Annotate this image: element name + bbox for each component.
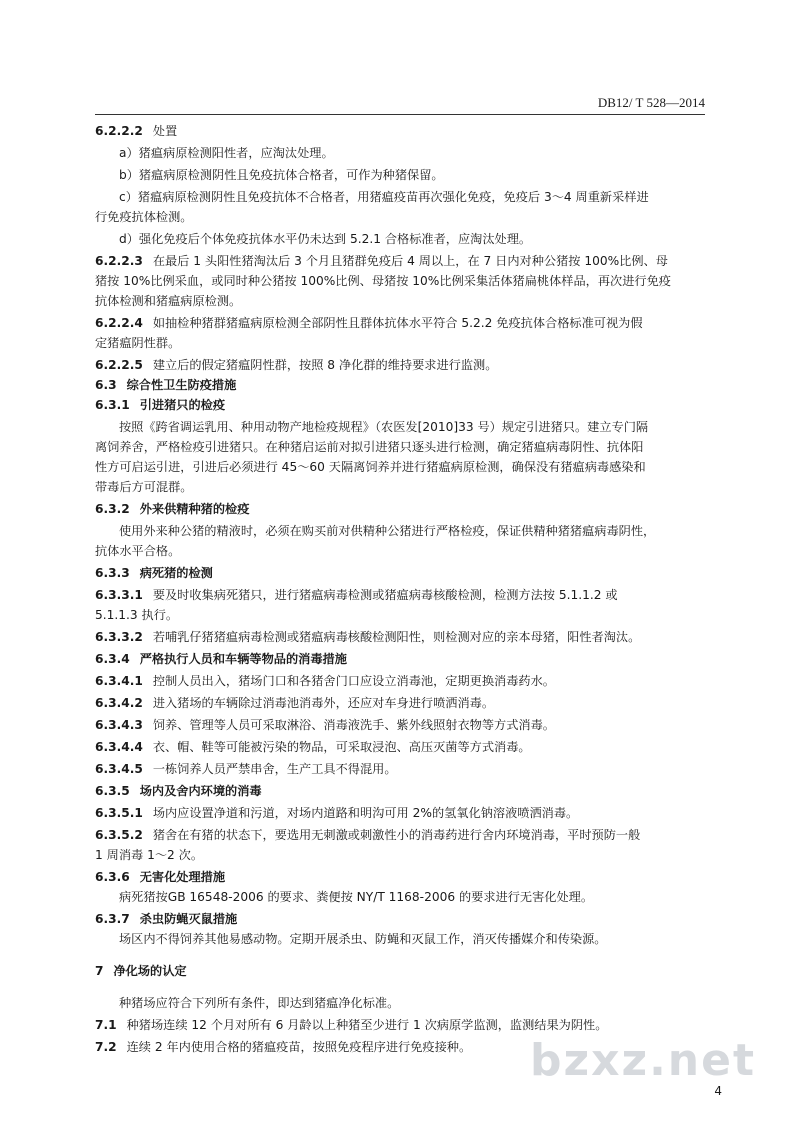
clause-text: 饲养、管理等人员可采取淋浴、消毒液洗手、紫外线照射衣物等方式消毒。 (152, 718, 555, 732)
section-heading: 严格执行人员和车辆等物品的消毒措施 (139, 652, 347, 666)
clause-number: 6.3 (95, 378, 117, 392)
text-line (95, 543, 180, 559)
clause-number: 6.3.4.2 (95, 696, 143, 710)
numbered-line (95, 783, 262, 799)
section-heading: 场内及舍内环境的消毒 (139, 784, 262, 798)
text-line (95, 419, 648, 435)
numbered-line (95, 695, 494, 711)
numbered-line (95, 1039, 471, 1055)
clause-text: 猪按 10%比例采血，或同时种公猪按 100%比例、母猪按 10%比例采集活体猪扁桃体样品，再次进行免疫 (95, 274, 671, 288)
clause-number: 6.3.4.5 (95, 762, 143, 776)
clause-number: 6.3.4 (95, 652, 130, 666)
clause-text: 带毒后方可混群。 (95, 480, 193, 494)
clause-text: 场内应设置净道和污道，对场内道路和明沟可用 2%的氢氧化钠溶液喷洒消毒。 (152, 806, 579, 820)
clause-text: 抗体检测和猪瘟病原检测。 (95, 294, 242, 308)
clause-number: 6.2.2.4 (95, 316, 143, 330)
text-line (95, 293, 241, 309)
section-heading: 无害化处理措施 (139, 870, 226, 884)
clause-text: 在最后 1 头阳性猪淘汰后 3 个月且猪群免疫后 4 周以上，在 7 日内对种公猪按 100%比例、母 (152, 254, 668, 268)
section-heading: 外来供精种猪的检疫 (139, 502, 250, 516)
clause-number: 6.2.2.2 (95, 124, 143, 138)
clause-number: 6.2.2.5 (95, 358, 143, 372)
clause-number: 6.3.4.4 (95, 740, 143, 754)
numbered-line (95, 357, 497, 373)
clause-text: 进入猪场的车辆除过消毒池消毒外，还应对车身进行喷洒消毒。 (152, 696, 495, 710)
text-line (95, 847, 203, 863)
clause-text: 衣、帽、鞋等可能被污染的物品，可采取浸泡、高压灭菌等方式消毒。 (152, 740, 531, 754)
section-heading: 病死猪的检测 (139, 566, 213, 580)
text-line (95, 167, 444, 183)
text-line (95, 231, 531, 247)
numbered-line (95, 827, 640, 843)
clause-number: 6.3.4.3 (95, 718, 143, 732)
text-line (95, 189, 649, 205)
numbered-line (95, 501, 249, 517)
text-line (95, 607, 178, 623)
clause-text: 猪舍在有猪的状态下，要选用无刺激或刺激性小的消毒药进行舍内环境消毒，平时预防一般 (152, 828, 641, 842)
numbered-line (95, 673, 555, 689)
clause-number: 6.3.6 (95, 870, 130, 884)
clause-number: 6.3.5 (95, 784, 130, 798)
text-line (95, 889, 593, 905)
section-heading: 净化场的认定 (113, 964, 187, 978)
page-number: 4 (714, 1084, 722, 1098)
clause-text: c）猪瘟病原检测阴性且免疫抗体不合格者，用猪瘟疫苗再次强化免疫，免疫后 3～4 周重新采样进 (119, 190, 649, 204)
text-line (95, 209, 193, 225)
section-heading: 引进猪只的检疫 (139, 398, 226, 412)
clause-text: a）猪瘟病原检测阳性者，应淘汰处理。 (119, 146, 334, 160)
clause-text: 一栋饲养人员严禁串舍，生产工具不得混用。 (152, 762, 397, 776)
clause-number: 7.1 (95, 1018, 117, 1032)
clause-text: 病死猪按GB 16548-2006 的要求、粪便按 NY/T 1168-2006 的要求进行无害化处理。 (119, 890, 594, 904)
clause-number: 7.2 (95, 1040, 117, 1054)
numbered-line (95, 253, 668, 269)
text-line (95, 459, 646, 475)
numbered-line (95, 1017, 607, 1033)
clause-text: 建立后的假定猪瘟阴性群，按照 8 净化群的维持要求进行监测。 (152, 358, 498, 372)
text-line (95, 995, 399, 1011)
clause-text: 使用外来种公猪的精液时，必须在购买前对供精种公猪进行严格检疫，保证供精种猪猪瘟病毒阴性， (119, 524, 656, 538)
clause-text: 若哺乳仔猪猪瘟病毒检测或猪瘟病毒核酸检测阳性，则检测对应的亲本母猪，阳性者淘汰。 (152, 630, 641, 644)
text-line (95, 335, 180, 351)
clause-text: 如抽检种猪群猪瘟病原检测全部阴性且群体抗体水平符合 5.2.2 免疫抗体合格标准可视为假 (152, 316, 643, 330)
clause-text: 种猪场应符合下列所有条件，即达到猪瘟净化标准。 (119, 996, 400, 1010)
clause-text: b）猪瘟病原检测阴性且免疫抗体合格者，可作为种猪保留。 (119, 168, 444, 182)
clause-number: 6.3.5.2 (95, 828, 143, 842)
clause-text: 种猪场连续 12 个月对所有 6 月龄以上种猪至少进行 1 次病原学监测，监测结果为阴性。 (126, 1018, 608, 1032)
clause-number: 6.3.3.1 (95, 588, 143, 602)
clause-text: 连续 2 年内使用合格的猪瘟疫苗，按照免疫程序进行免疫接种。 (126, 1040, 472, 1054)
document-code: DB12/ T 528—2014 (597, 95, 705, 110)
text-line (95, 145, 334, 161)
text-line (95, 273, 671, 289)
numbered-line (95, 963, 187, 979)
numbered-line (95, 565, 213, 581)
numbered-line (95, 651, 347, 667)
numbered-line (95, 717, 555, 733)
clause-text: 处置 (152, 124, 178, 138)
clause-text: 性方可启运引进，引进后必须进行 45～60 天隔离饲养并进行猪瘟病原检测，确保没有猪瘟病毒感染和 (95, 460, 646, 474)
clause-text: 抗体水平合格。 (95, 544, 181, 558)
clause-text: 离饲养舍，严格检疫引进猪只。在种猪启运前对拟引进猪只逐头进行检测，确定猪瘟病毒阴性、抗体阳 (95, 440, 644, 454)
clause-number: 6.3.5.1 (95, 806, 143, 820)
clause-number: 6.3.1 (95, 398, 130, 412)
section-heading: 杀虫防蝇灭鼠措施 (139, 912, 238, 926)
header-rule (95, 114, 705, 115)
clause-text: 按照《跨省调运乳用、种用动物产地检疫规程》（农医发[2010]33 号）规定引进猪只。建立专门隔 (119, 420, 649, 434)
text-line (95, 439, 643, 455)
clause-number: 6.3.4.1 (95, 674, 143, 688)
numbered-line (95, 739, 531, 755)
text-line (95, 931, 607, 947)
watermark: bzxz.net (530, 1035, 757, 1086)
numbered-line (95, 397, 225, 413)
clause-text: d）强化免疫后个体免疫抗体水平仍未达到 5.2.1 合格标准者，应淘汰处理。 (119, 232, 532, 246)
clause-text: 定猪瘟阴性群。 (95, 336, 181, 350)
clause-text: 5.1.1.3 执行。 (95, 608, 179, 622)
numbered-line (95, 123, 177, 139)
clause-text: 要及时收集病死猪只，进行猪瘟病毒检测或猪瘟病毒核酸检测，检测方法按 5.1.1.2 或 (152, 588, 618, 602)
numbered-line (95, 629, 640, 645)
numbered-line (95, 911, 237, 927)
clause-text: 场区内不得饲养其他易感动物。定期开展杀虫、防蝇和灭鼠工作，消灭传播媒介和传染源。 (119, 932, 607, 946)
clause-number: 6.3.7 (95, 912, 130, 926)
numbered-line (95, 761, 397, 777)
clause-number: 7 (95, 964, 104, 978)
clause-text: 控制人员出入，猪场门口和各猪舍门口应设立消毒池，定期更换消毒药水。 (152, 674, 555, 688)
clause-text: 行免疫抗体检测。 (95, 210, 193, 224)
numbered-line (95, 869, 225, 885)
clause-number: 6.3.2 (95, 502, 130, 516)
numbered-line (95, 587, 618, 603)
numbered-line (95, 805, 578, 821)
clause-text: 1 周消毒 1～2 次。 (95, 848, 204, 862)
clause-number: 6.2.2.3 (95, 254, 143, 268)
text-line (95, 523, 655, 539)
clause-number: 6.3.3 (95, 566, 130, 580)
text-line (95, 479, 193, 495)
section-heading: 综合性卫生防疫措施 (126, 378, 237, 392)
numbered-line (95, 315, 643, 331)
clause-number: 6.3.3.2 (95, 630, 143, 644)
numbered-line (95, 377, 236, 393)
